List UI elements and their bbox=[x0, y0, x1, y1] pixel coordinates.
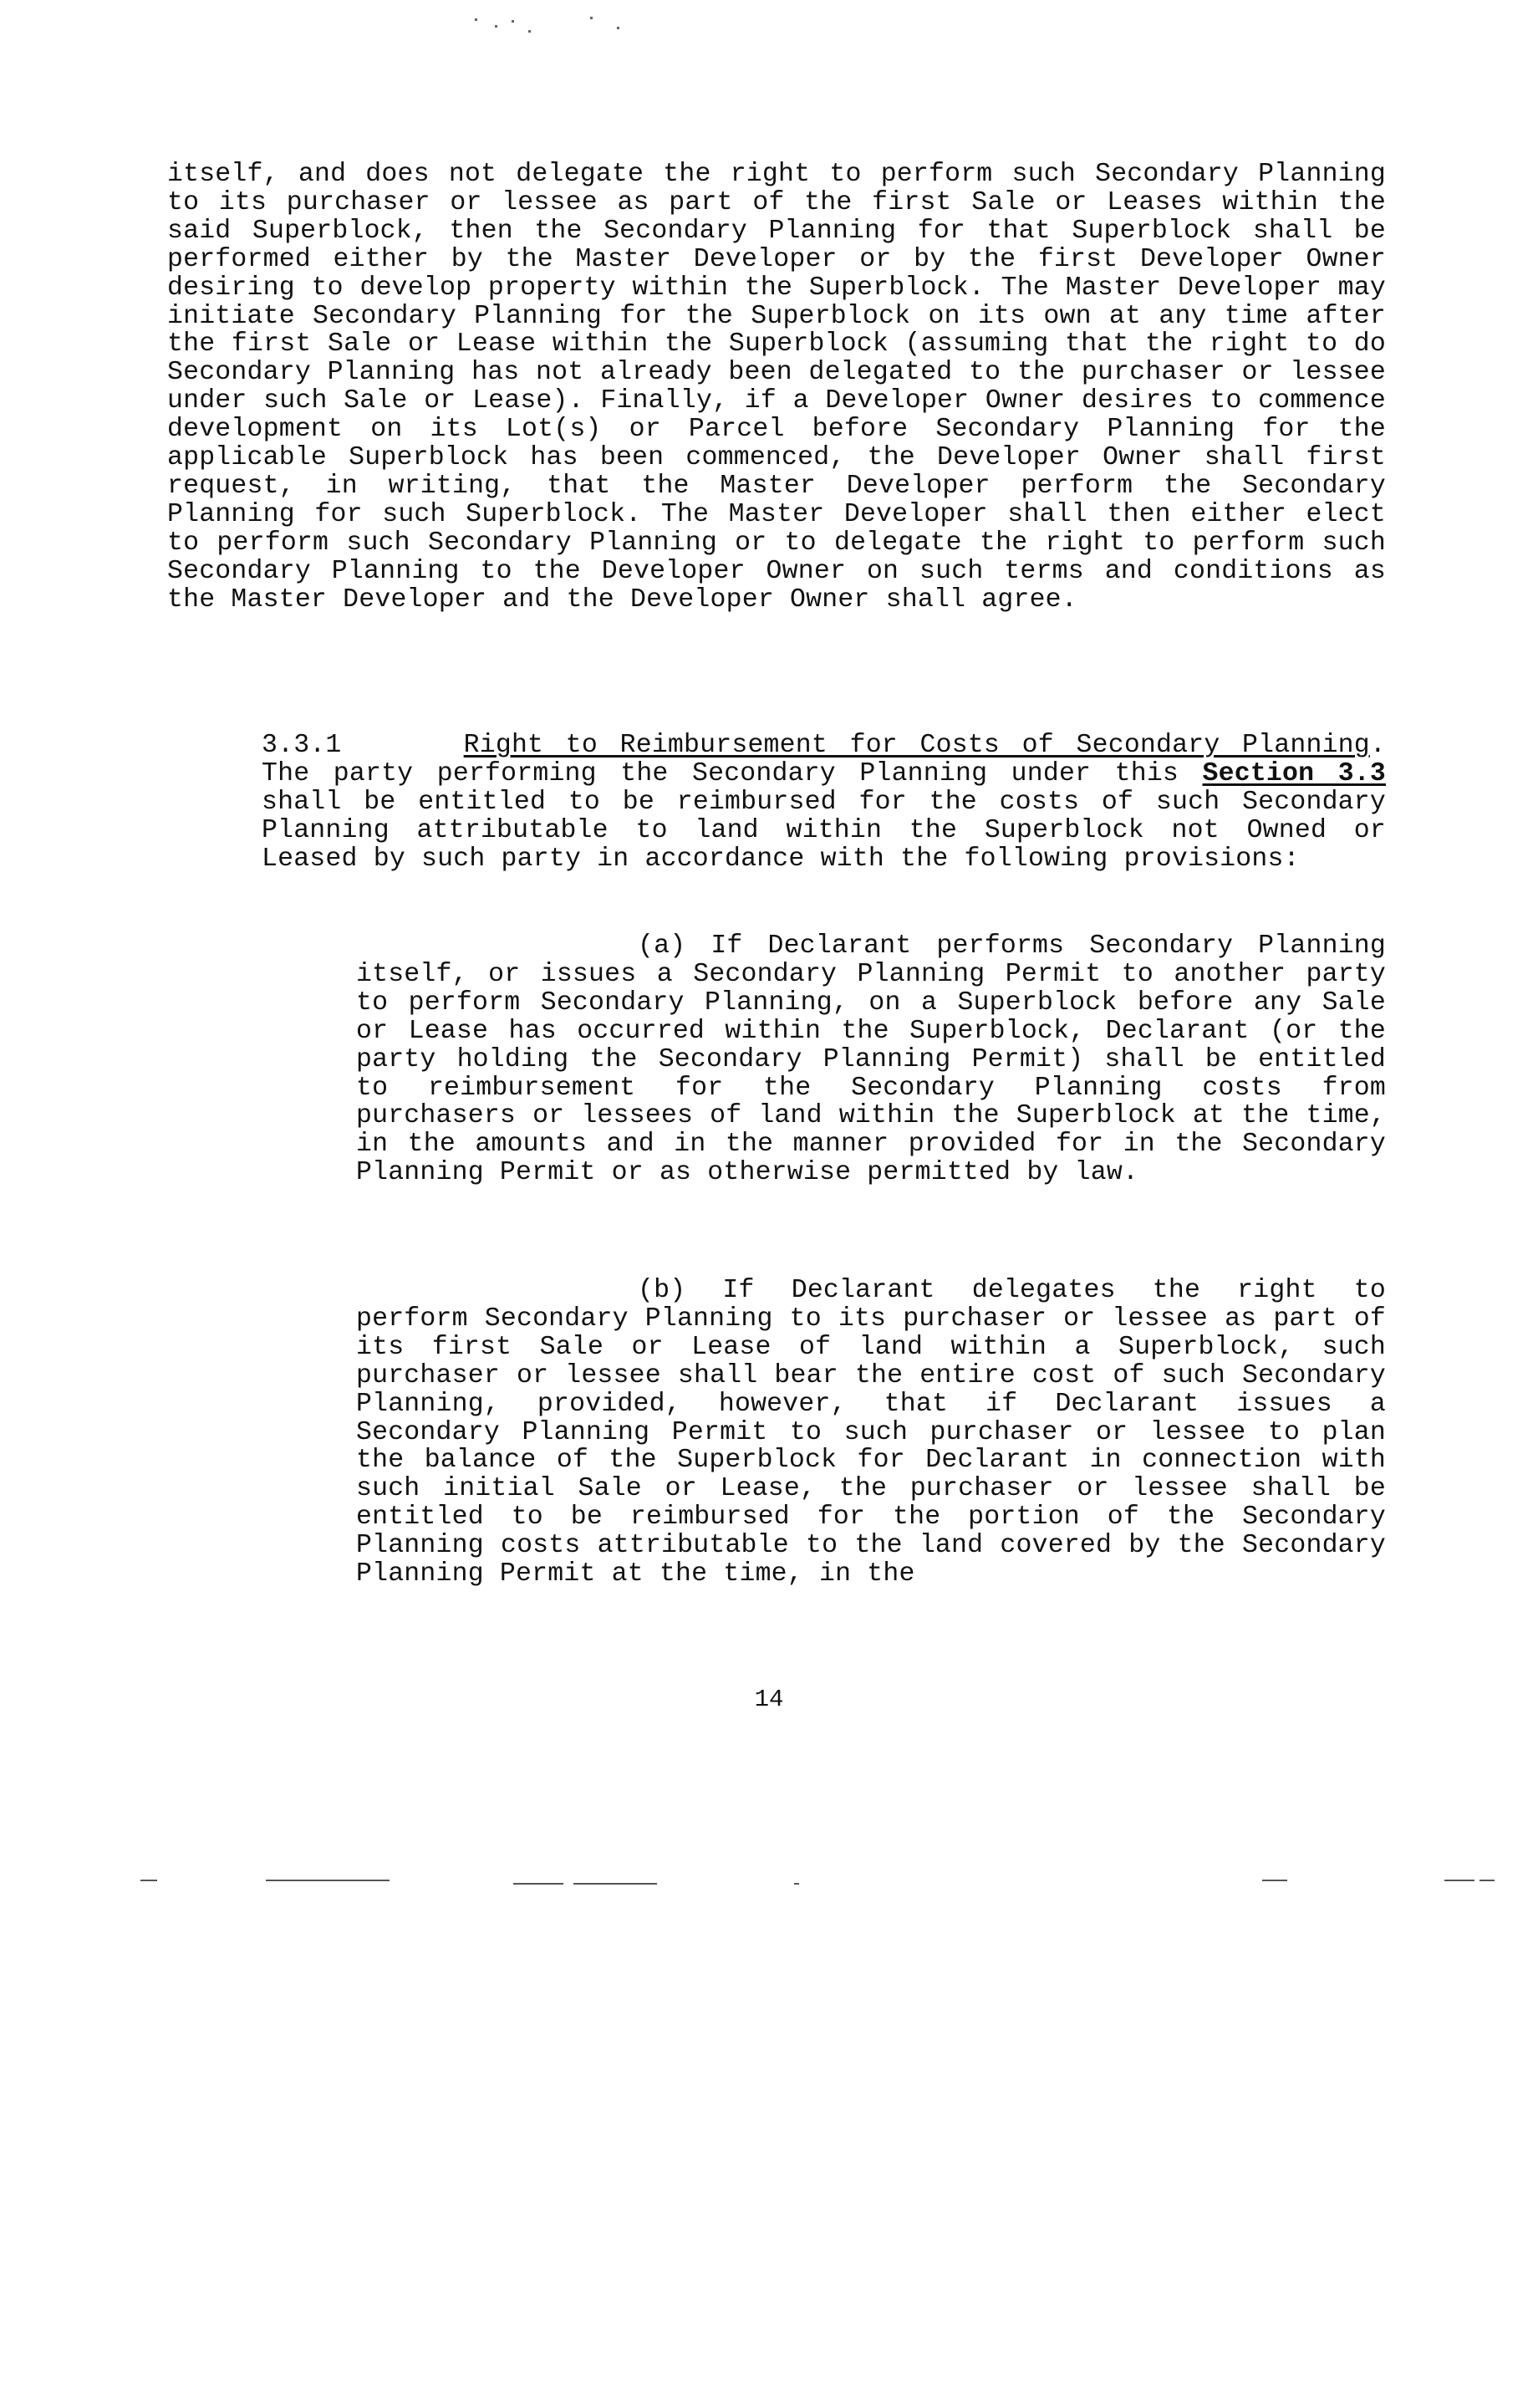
scan-speck bbox=[512, 20, 514, 23]
section-text-after-ref: shall be entitled to be reimbursed for the costs of such Secondary Planning attributable to land within the Superblock not Owned or Leased by such party in accordance with the following provisions: bbox=[262, 787, 1386, 874]
clause-a-text: If Declarant performs Secondary Planning itself, or issues a Secondary Planning Permit to another party to perform Secondary Planning, on a Superblock before any Sale or Lease has occurred within the Superblock, Declarant (or the party holding the Secondary Planning Permit) shall be entitled to reimbursement for the Secondary Planning costs from purchasers or lessees of land within the Superblock at the time, in the amounts and in the manner provided for in the Secondary Planning Permit or as otherwise permitted by law. bbox=[356, 931, 1386, 1188]
section-3-3-1 bbox=[262, 732, 1386, 874]
paragraph-main: itself, and does not delegate the right to perform such Secondary Planning to its purchaser or lessee as part of the first Sale or Leases within the said Superblock, then the Secondary Planning for that Superblock shall be performed either by the Master Developer or by the first Developer Owner desiring to develop property within the Superblock. The Master Developer may initiate Secondary Planning for the Superblock on its own at any time after the first Sale or Lease within the Superblock (assuming that the right to do Secondary Planning has not already been delegated to the purchaser or lessee under such Sale or Lease). Finally, if a Developer Owner desires to commence development on its Lot(s) or Parcel before Secondary Planning for the applicable Superblock has been commenced, the Developer Owner shall first request, in writing, that the Master Developer perform the Secondary Planning for such Superblock. The Master Developer shall then either elect to perform such Secondary Planning or to delegate the right to perform such Secondary Planning to the Developer Owner on such terms and conditions as the Master Developer and the Developer Owner shall agree. bbox=[167, 160, 1386, 615]
scan-speck bbox=[590, 17, 593, 19]
scan-line bbox=[513, 1883, 563, 1885]
scan-speck bbox=[475, 18, 477, 21]
scan-line bbox=[1444, 1880, 1474, 1881]
clause-a-label: (a) bbox=[638, 931, 686, 961]
scan-speck bbox=[495, 25, 497, 28]
section-heading-end: . bbox=[1369, 731, 1386, 760]
section-reference: Section 3.3 bbox=[1202, 758, 1387, 788]
scan-line bbox=[266, 1880, 390, 1881]
clause-b-text: If Declarant delegates the right to perform Secondary Planning to its purchaser or lessee as part of its first Sale or Lease of land within a Superblock, such purchaser or lessee shall bear the entire cost of such Secondary Planning, provided, however, that if Declarant issues a Secondary Planning Permit to such purchaser or lessee to plan the balance of the Superblock for Declarant in connection with such initial Sale or Lease, the purchaser or lessee shall be entitled to be reimbursed for the portion of the Secondary Planning costs attributable to the land covered by the Secondary Planning Permit at the time, in the bbox=[356, 1276, 1387, 1589]
section-text-before-ref: The party performing the Secondary Planning under this bbox=[262, 758, 1179, 788]
section-number: 3.3.1 bbox=[262, 731, 342, 760]
scan-line bbox=[1479, 1880, 1495, 1881]
scan-line bbox=[1262, 1880, 1287, 1881]
scan-speck bbox=[617, 27, 619, 29]
clause-a bbox=[356, 932, 1386, 1187]
clause-b bbox=[356, 1277, 1386, 1589]
scan-line bbox=[573, 1883, 657, 1885]
scan-speck bbox=[528, 30, 531, 33]
scan-line bbox=[140, 1880, 157, 1881]
clause-b-label: (b) bbox=[638, 1276, 686, 1305]
page-number: 14 bbox=[754, 1686, 784, 1713]
scan-line bbox=[794, 1883, 799, 1885]
section-heading: Right to Reimbursement for Costs of Secondary Planning bbox=[463, 731, 1370, 760]
